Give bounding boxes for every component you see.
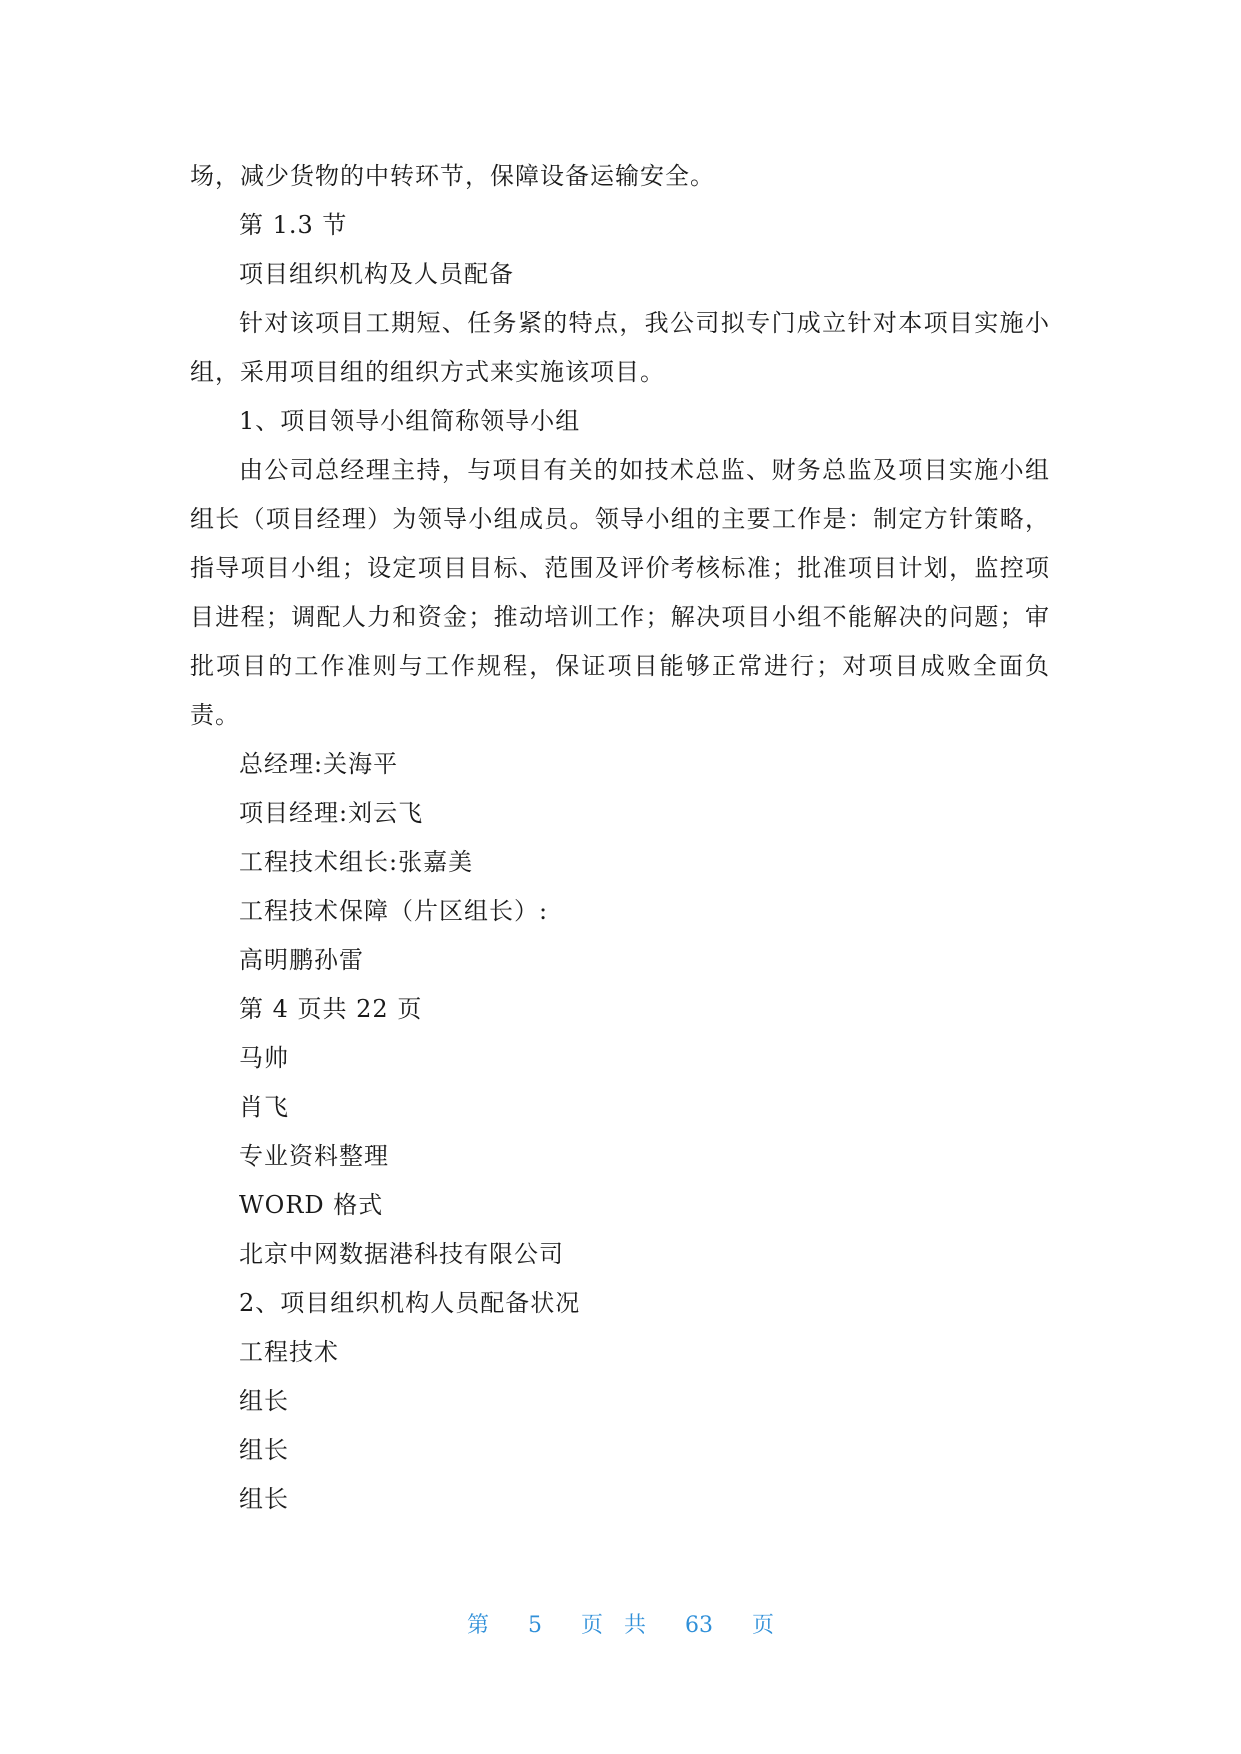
paragraph-leadership-duties: 由公司总经理主持，与项目有关的如技术总监、财务总监及项目实施小组组长（项目经理）为领导小组成员。领导小组的主要工作是：制定方针策略，指导项目小组；设定项目目标、范围及评价考核标准；批准项目计划，监控项目进程；调配人力和资金；推动培训工作；解决项目小组不能解决的问题；审批项目的工作准则与工作规程，保证项目能够正常进行；对项目成败全面负责。 [190, 456, 1050, 729]
paragraph-intro: 针对该项目工期短、任务紧的特点，我公司拟专门成立针对本项目实施小组，采用项目组的组织方式来实施该项目。 [190, 309, 1050, 386]
list-item: 高明鹏孙雷 [239, 946, 364, 974]
list-item: 马帅 [239, 1044, 289, 1072]
footer-suffix: 页 [752, 1613, 775, 1638]
list-item: 工程技术组长:张嘉美 [239, 848, 474, 876]
list-item: WORD 格式 [239, 1191, 384, 1219]
list-item: 第 4 页共 22 页 [239, 995, 423, 1023]
text-line: 场，减少货物的中转环节，保障设备运输安全。 [190, 162, 715, 190]
document-body [190, 152, 1050, 1524]
list-item: 工程技术 [239, 1338, 339, 1366]
footer-prefix: 第 [466, 1613, 489, 1638]
list-item: 组长 [239, 1485, 289, 1513]
heading-leadership-group: 1、项目领导小组简称领导小组 [239, 407, 581, 435]
section-title: 项目组织机构及人员配备 [239, 260, 514, 288]
footer-total-pages: 63 [685, 1613, 713, 1638]
list-item: 专业资料整理 [239, 1142, 389, 1170]
footer-page-number: 5 [528, 1613, 542, 1638]
list-item: 项目经理:刘云飞 [239, 799, 424, 827]
list-item: 肖飞 [239, 1093, 289, 1121]
list-item: 工程技术保障（片区组长）: [239, 897, 549, 925]
page-footer [0, 1608, 1241, 1639]
heading-organization-staffing: 2、项目组织机构人员配备状况 [239, 1289, 581, 1317]
footer-middle: 页 共 [581, 1613, 646, 1638]
list-item: 北京中网数据港科技有限公司 [239, 1240, 564, 1268]
list-item: 组长 [239, 1436, 289, 1464]
list-item: 组长 [239, 1387, 289, 1415]
list-item: 总经理:关海平 [239, 750, 399, 778]
section-number: 第 1.3 节 [239, 211, 348, 239]
